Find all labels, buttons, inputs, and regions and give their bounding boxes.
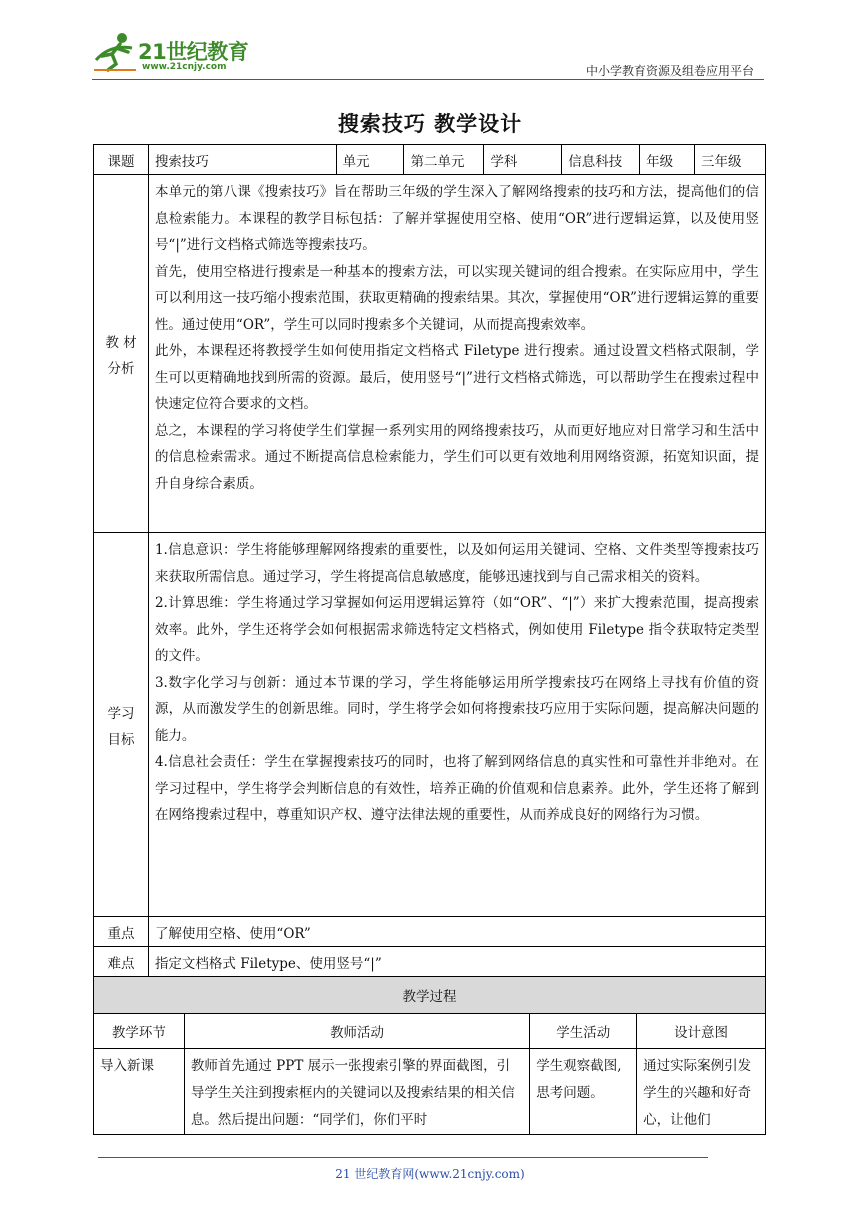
analysis-label: [94, 175, 149, 533]
column-header: 教师活动: [184, 1014, 529, 1049]
unit-value: 第二单元: [404, 145, 484, 175]
teacher-activity-cell: 教师首先通过 PPT 展示一张搜索引擎的界面截图，引导学生关注到搜索框内的关键词以及搜索结果的相关信息。然后提出问题：“同学们，你们平时: [184, 1049, 529, 1135]
lesson-info-table: [93, 144, 766, 977]
objectives-content: [148, 533, 765, 917]
logo-url: www.21cnjy.com: [142, 62, 227, 72]
objectives-label-bottom: 目标: [107, 731, 135, 748]
unit-label: 单元: [336, 145, 404, 175]
analysis-row: [94, 175, 766, 533]
process-title: 教学过程: [94, 977, 766, 1014]
objective-item: 2.计算思维：学生将通过学习掌握如何运用逻辑运算符（如“OR”、“|”）来扩大搜索范围，提高搜索效率。此外，学生还将学会如何根据需求筛选特定文档格式，例如使用 Filetype 指令获取特定类型的文件。: [154, 595, 759, 664]
analysis-paragraph: 此外，本课程还将教授学生如何使用指定文档格式 Filetype 进行搜索。通过设置文档格式限制，学生可以更精确地找到所需的资源。最后，使用竖号“|”进行文档格式筛选，可以帮助学生在搜索过程中快速定位符合要求的文档。: [154, 343, 759, 412]
subject-value: 信息科技: [562, 145, 640, 175]
objective-item: 3.数字化学习与创新：通过本节课的学习，学生将能够运用所学搜索技巧在网络上寻找有价值的资源，从而激发学生的创新思维。同时，学生将学会如何将搜索技巧应用于实际问题，提高解决问题的能力。: [154, 674, 759, 744]
analysis-content: [148, 175, 765, 533]
column-header: 学生活动: [530, 1014, 637, 1049]
topic-value: 搜索技巧: [148, 145, 336, 175]
grade-value: 三年级: [695, 145, 766, 175]
objective-item: 1.信息意识：学生将能够理解网络搜索的重要性，以及如何运用关键词、空格、文件类型等搜索技巧来获取所需信息。通过学习，学生将提高信息敏感度，能够迅速找到与自己需求相关的资料。: [154, 542, 759, 585]
student-activity-cell: 学生观察截图,思考问题。: [530, 1049, 637, 1135]
analysis-paragraph: 首先，使用空格进行搜索是一种基本的搜索方法，可以实现关键词的组合搜索。在实际应用中，学生可以利用这一技巧缩小搜索范围，获取更精确的搜索结果。其次，掌握使用“OR”进行逻辑运算的重要性。通过使用“OR”，学生可以同时搜索多个关键词，从而提高搜索效率。: [154, 263, 759, 333]
logo-text: 21世纪教育: [138, 40, 249, 64]
process-title-row: [94, 977, 766, 1014]
teaching-process-table: [93, 976, 766, 1135]
page-title: 搜索技巧 教学设计: [337, 112, 523, 136]
footer-text[interactable]: 21 世纪教育网(www.21cnjy.com): [335, 1167, 525, 1181]
difficulty-label: 难点: [94, 947, 149, 977]
footer-divider: [98, 1157, 708, 1158]
analysis-label-top: 教 材: [105, 334, 137, 351]
analysis-label-bottom: 分析: [107, 360, 135, 377]
page-header: [92, 30, 762, 80]
column-header: 教学环节: [94, 1014, 185, 1049]
topic-label: 课题: [94, 145, 149, 175]
subject-label: 学科: [484, 145, 562, 175]
key-point-value: 了解使用空格、使用“OR”: [148, 917, 765, 947]
objectives-label: [94, 533, 149, 917]
header-divider: [92, 79, 764, 80]
difficulty-value: 指定文档格式 Filetype、使用竖号“|”: [148, 947, 765, 977]
difficulty-row: [94, 947, 766, 977]
grade-label: 年级: [640, 145, 695, 175]
info-row: [94, 145, 766, 175]
key-point-label: 重点: [94, 917, 149, 947]
design-intent-cell: 通过实际案例引发学生的兴趣和好奇心，让他们: [637, 1049, 766, 1135]
column-header: 设计意图: [637, 1014, 766, 1049]
analysis-paragraph: 总之，本课程的学习将使学生们掌握一系列实用的网络搜索技巧，从而更好地应对日常学习和生活中的信息检索需求。通过不断提高信息检索能力，学生们可以更有效地利用网络资源，拓宽知识面，提升自身综合素质。: [154, 422, 759, 492]
objectives-row: [94, 533, 766, 917]
objectives-label-top: 学习: [107, 705, 135, 722]
runner-logo-icon: [92, 30, 140, 74]
platform-name: 中小学教育资源及组卷应用平台: [585, 64, 754, 78]
key-point-row: [94, 917, 766, 947]
table-row: [94, 1049, 766, 1135]
analysis-paragraph: 本单元的第八课《搜索技巧》旨在帮助三年级的学生深入了解网络搜索的技巧和方法，提高他们的信息检索能力。本课程的教学目标包括：了解并掌握使用空格、使用“OR”进行逻辑运算，以及使用竖号“|”进行文档格式筛选等搜索技巧。: [154, 184, 759, 253]
logo: [92, 30, 262, 76]
process-header-row: [94, 1014, 766, 1049]
objective-item: 4.信息社会责任：学生在掌握搜索技巧的同时，也将了解到网络信息的真实性和可靠性并非绝对。在学习过程中，学生将学会判断信息的有效性，培养正确的价值观和信息素养。此外，学生还将了解到在网络搜索过程中，尊重知识产权、遵守法律法规的重要性，从而养成良好的网络行为习惯。: [154, 754, 759, 823]
stage-cell: 导入新课: [94, 1049, 185, 1135]
